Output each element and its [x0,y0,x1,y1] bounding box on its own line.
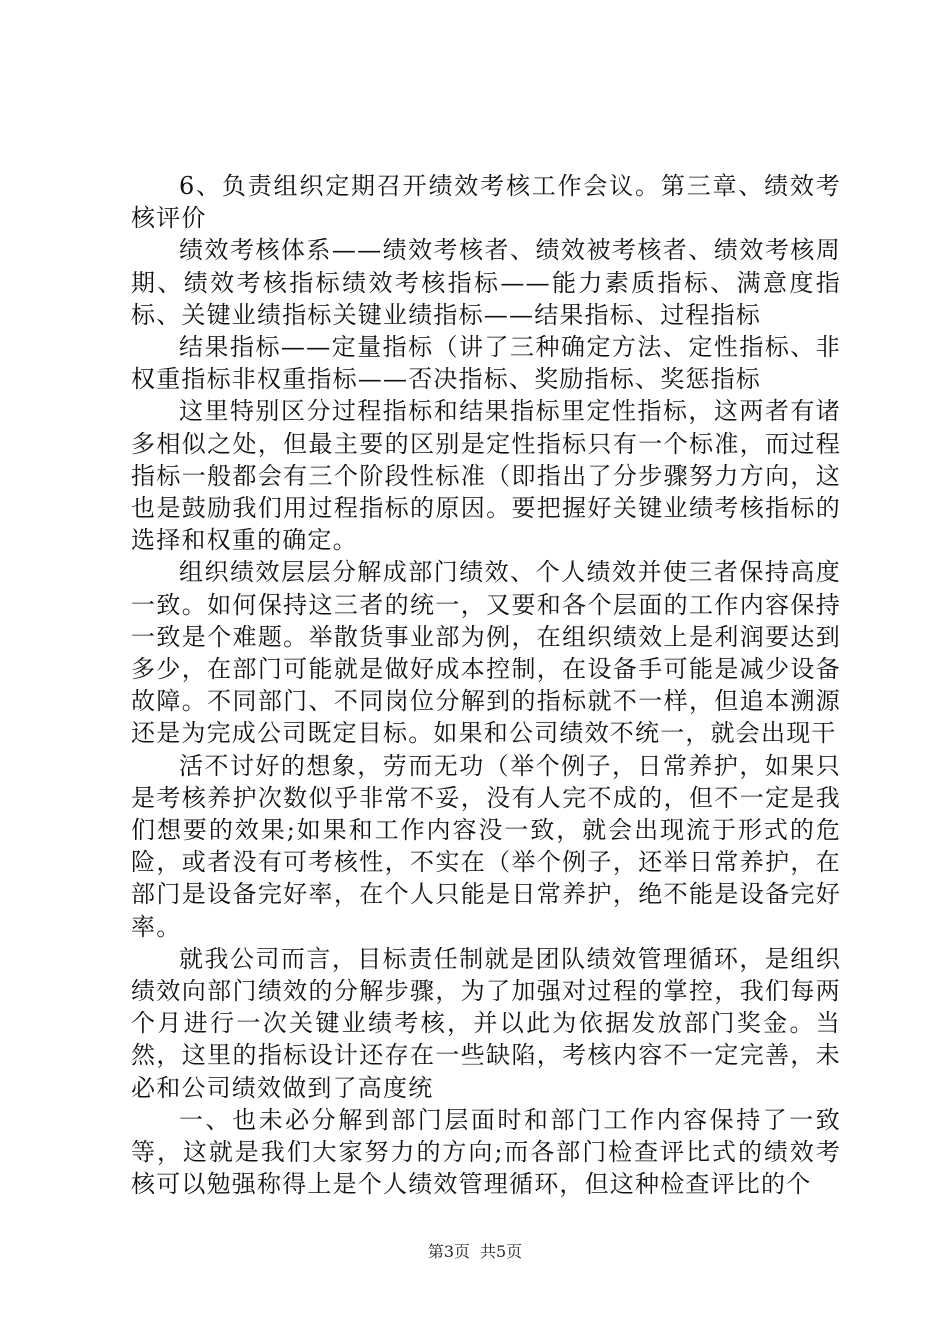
page-number: 第3页 [427,1242,470,1261]
page-footer [0,1242,950,1262]
paragraph-example: 活不讨好的想象，劳而无功（举个例子，日常养护，如果只是考核养护次数似乎非常不妥，没有人完不成的，但不一定是我们想要的效果;如果和工作内容没一致，就会出现流于形式的危险，或者没有可考核性，不实在（举个例子，还举日常养护，在部门是设备完好率，在个人只能是日常养护，绝不能是设备完好率。 [131,751,841,941]
paragraph-duties: 6、负责组织定期召开绩效考核工作会议。第三章、绩效考核评价 [131,172,841,233]
paragraph-result-indicators: 结果指标——定量指标（讲了三种确定方法、定性指标、非权重指标非权重指标——否决指标、奖励指标、奖惩指标 [131,333,841,394]
page-total: 共5页 [480,1242,523,1261]
paragraph-process-vs-result: 这里特别区分过程指标和结果指标里定性指标，这两者有诸多相似之处，但最主要的区别是定性指标只有一个标准，而过程指标一般都会有三个阶段性标准（即指出了分步骤努力方向，这也是鼓励我们用过程指标的原因。要把握好关键业绩考核指标的选择和权重的确定。 [131,397,841,555]
paragraph-organization-performance: 组织绩效层层分解成部门绩效、个人绩效并使三者保持高度一致。如何保持这三者的统一，又要和各个层面的工作内容保持一致是个难题。举散货事业部为例，在组织绩效上是利润要达到多少，在部门可能就是做好成本控制，在设备手可能是减少设备故障。不同部门、不同岗位分解到的指标就不一样，但追本溯源还是为完成公司既定目标。如果和公司绩效不统一，就会出现干 [131,558,841,748]
paragraph-company-case: 就我公司而言，目标责任制就是团队绩效管理循环，是组织绩效向部门绩效的分解步骤，为了加强对过程的掌控，我们每两个月进行一次关键业绩考核，并以此为依据发放部门奖金。当然，这里的指标设计还存在一些缺陷，考核内容不一定完善，未必和公司绩效做到了高度统 [131,944,841,1102]
paragraph-department-decomposition: 一、也未必分解到部门层面时和部门工作内容保持了一致等，这就是我们大家努力的方向;而各部门检查评比式的绩效考核可以勉强称得上是个人绩效管理循环，但这种检查评比的个 [131,1105,841,1199]
body-text [131,170,841,1201]
paragraph-evaluation-system: 绩效考核体系——绩效考核者、绩效被考核者、绩效考核周期、绩效考核指标绩效考核指标——能力素质指标、满意度指标、关键业绩指标关键业绩指标——结果指标、过程指标 [131,236,841,329]
